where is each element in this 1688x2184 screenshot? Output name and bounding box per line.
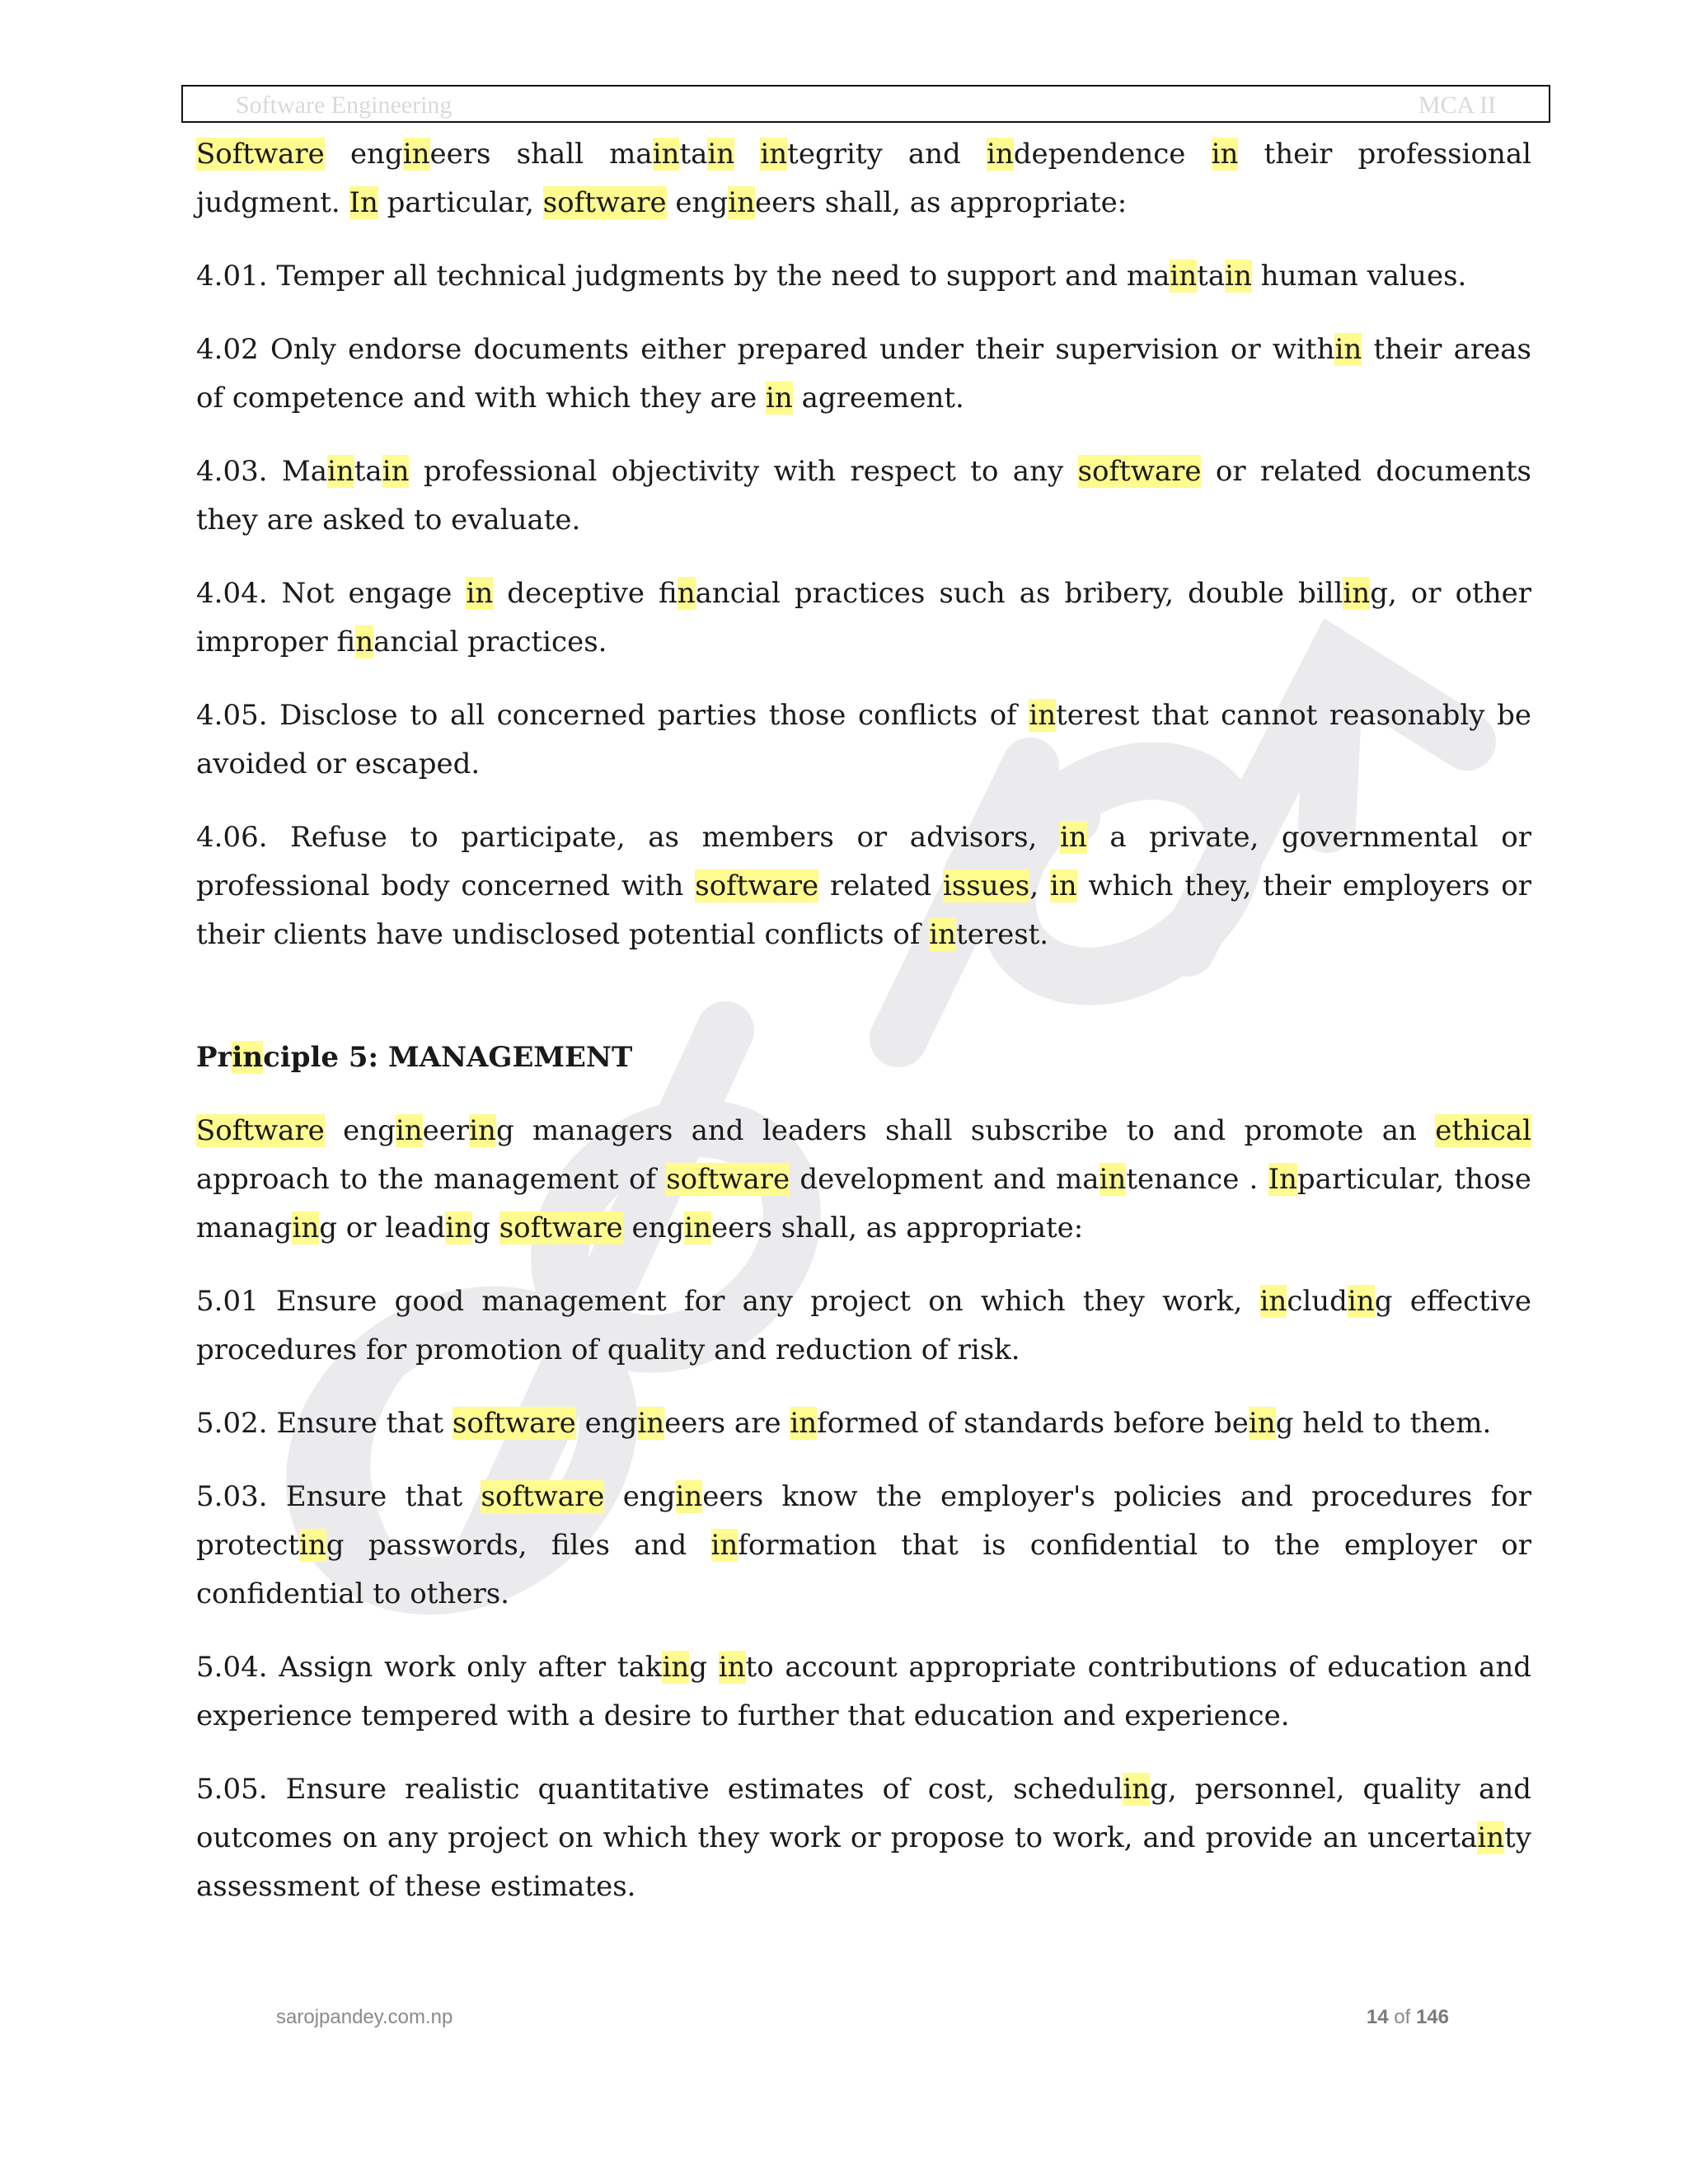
- highlighted-text: software: [452, 1407, 576, 1440]
- text-run: eng: [604, 1480, 676, 1513]
- clause-4-04: [196, 569, 1531, 667]
- page-current: 14: [1366, 2006, 1389, 2028]
- highlighted-text: in: [469, 1114, 496, 1147]
- highlighted-text: in: [710, 1529, 738, 1562]
- highlighted-text: software: [542, 186, 667, 219]
- text-run: g or lead: [319, 1212, 446, 1244]
- highlighted-text: in: [232, 1041, 264, 1074]
- footer-site: sarojpandey.com.np: [276, 2006, 453, 2028]
- highlighted-text: in: [1225, 260, 1252, 293]
- text-run: a private, governmental or professional body concerned with: [196, 821, 1532, 902]
- text-run: 5.02. Ensure that: [196, 1407, 452, 1440]
- text-run: deceptive f: [493, 577, 678, 610]
- text-run: [734, 138, 760, 171]
- highlighted-text: in: [728, 186, 755, 219]
- text-run: formation that is confidential to the employer or confidential to others.: [196, 1529, 1531, 1610]
- text-run: g: [472, 1212, 499, 1244]
- text-run: 4.01. Temper all technical judgments by the need to support and ma: [196, 260, 1170, 293]
- text-run: 5.03. Ensure that: [196, 1480, 481, 1513]
- highlighted-text: in: [1123, 1773, 1151, 1806]
- text-run: eer: [422, 1114, 470, 1147]
- text-run: eng: [324, 1114, 396, 1147]
- text-run: 5.01 Ensure good management for any project on which they work,: [196, 1285, 1260, 1318]
- clause-4-02: [196, 326, 1531, 423]
- principle-5-heading: [196, 1033, 1531, 1082]
- highlighted-text: in: [355, 626, 374, 658]
- highlighted-text: in: [1099, 1163, 1127, 1196]
- text-run: g effective procedures for promotion of quality and reduction of risk.: [196, 1285, 1531, 1366]
- page-total: 146: [1415, 2006, 1449, 2028]
- text-run: eers know the employer's policies and procedures for protect: [196, 1480, 1531, 1562]
- text-run: to account appropriate contributions of education and experience tempered with a desire to further that education and experience.: [196, 1651, 1531, 1732]
- highlighted-text: in: [1059, 821, 1087, 854]
- running-header: [181, 85, 1550, 123]
- text-run: eng: [622, 1212, 685, 1244]
- text-run: tegrity and: [787, 138, 987, 171]
- page-number: [1367, 2006, 1449, 2029]
- highlighted-text: in: [1334, 333, 1362, 366]
- text-run: 4.05. Disclose to all concerned parties those conflicts of: [196, 699, 1029, 732]
- clause-4-01: [196, 252, 1531, 301]
- highlighted-text: in: [684, 1212, 712, 1244]
- highlighted-text: issues: [942, 869, 1030, 902]
- text-run: development and ma: [790, 1163, 1100, 1196]
- clause-4-05: [196, 691, 1531, 789]
- highlighted-text: In: [349, 186, 378, 219]
- text-run: eers shall, as appropriate:: [755, 186, 1128, 219]
- highlighted-text: in: [466, 577, 494, 610]
- clause-5-05: [196, 1765, 1531, 1911]
- highlighted-text: ethical: [1435, 1114, 1532, 1147]
- page-body: [196, 130, 1531, 1936]
- text-run: ,: [1029, 869, 1050, 902]
- highlighted-text: in: [382, 455, 410, 488]
- text-run: their professional judgment.: [196, 138, 1531, 219]
- clause-4-03: [196, 448, 1531, 545]
- highlighted-text: in: [790, 1407, 818, 1440]
- text-run: 4.04. Not engage: [196, 577, 467, 610]
- text-run: g, or other improper f: [196, 577, 1531, 658]
- text-run: ancial practices.: [373, 626, 607, 658]
- highlighted-text: in: [1049, 869, 1077, 902]
- text-run: eng: [324, 138, 403, 171]
- text-run: approach to the management of: [196, 1163, 667, 1196]
- text-run: formed of standards before be: [817, 1407, 1249, 1440]
- highlighted-text: in: [662, 1651, 690, 1684]
- highlighted-text: in: [987, 138, 1014, 171]
- text-run: g: [689, 1651, 719, 1684]
- text-run: ciple 5: MANAGEMENT: [263, 1041, 633, 1074]
- highlighted-text: in: [929, 918, 957, 951]
- text-run: 4.06. Refuse to participate, as members or advisors,: [196, 821, 1060, 854]
- principle-5-clauses: [196, 1107, 1531, 1911]
- highlighted-text: in: [707, 138, 735, 171]
- clause-5-02: [196, 1399, 1531, 1448]
- text-run: dependence: [1013, 138, 1212, 171]
- text-run: particular, those manag: [196, 1163, 1531, 1244]
- highlighted-text: in: [1347, 1285, 1375, 1318]
- text-run: eers are: [664, 1407, 790, 1440]
- text-run: eers shall, as appropriate:: [711, 1212, 1084, 1244]
- text-run: ty assessment of these estimates.: [196, 1821, 1531, 1903]
- highlighted-text: in: [718, 1651, 746, 1684]
- highlighted-text: in: [326, 455, 354, 488]
- text-run: clud: [1287, 1285, 1348, 1318]
- header-title: Software Engineering: [236, 91, 452, 119]
- highlighted-text: in: [402, 138, 430, 171]
- principle-4-clauses: [196, 130, 1531, 959]
- text-run: ta: [1197, 260, 1226, 293]
- highlighted-text: in: [1211, 138, 1239, 171]
- text-run: related: [818, 869, 943, 902]
- text-run: 4.02 Only endorse documents either prepared under their supervision or with: [196, 333, 1335, 366]
- header-course: MCA II: [1418, 91, 1496, 119]
- page-of: of: [1394, 2006, 1411, 2028]
- clause-intro-4: [196, 130, 1531, 227]
- text-run: terest.: [956, 918, 1049, 951]
- highlighted-text: software: [481, 1480, 605, 1513]
- clause-intro-5: [196, 1107, 1531, 1253]
- text-run: terest that cannot reasonably be avoided or escaped.: [196, 699, 1531, 780]
- text-run: 4.03. Ma: [196, 455, 327, 488]
- text-run: ancial practices such as bribery, double bill: [695, 577, 1343, 610]
- clause-5-04: [196, 1643, 1531, 1741]
- text-run: 5.04. Assign work only after tak: [196, 1651, 663, 1684]
- clause-4-06: [196, 813, 1531, 959]
- highlighted-text: in: [395, 1114, 423, 1147]
- text-run: professional objectivity with respect to any: [409, 455, 1078, 488]
- text-run: g managers and leaders shall subscribe to and promote an: [495, 1114, 1436, 1147]
- highlighted-text: Software: [196, 138, 325, 171]
- text-run: 5.05. Ensure realistic quantitative estimates of cost, schedul: [196, 1773, 1123, 1806]
- highlighted-text: in: [445, 1212, 473, 1244]
- highlighted-text: in: [1170, 260, 1198, 293]
- clause-5-01: [196, 1277, 1531, 1375]
- text-run: ta: [354, 455, 382, 488]
- text-run: Pr: [196, 1041, 232, 1074]
- text-run: agreement.: [792, 382, 964, 415]
- text-run: or related documents they are asked to evaluate.: [196, 455, 1531, 537]
- text-run: their areas of competence and with which they are: [196, 333, 1531, 415]
- text-run: which they, their employers or their clients have undisclosed potential conflicts of: [196, 869, 1531, 951]
- highlighted-text: in: [652, 138, 680, 171]
- highlighted-text: software: [499, 1212, 623, 1244]
- text-run: eers shall ma: [429, 138, 653, 171]
- highlighted-text: in: [677, 577, 696, 610]
- highlighted-text: In: [1268, 1163, 1297, 1196]
- highlighted-text: in: [760, 138, 788, 171]
- highlighted-text: in: [298, 1529, 326, 1562]
- principle-5-section: [196, 1033, 1531, 1911]
- clause-5-03: [196, 1473, 1531, 1619]
- text-run: particular,: [377, 186, 543, 219]
- highlighted-text: software: [695, 869, 819, 902]
- highlighted-text: in: [292, 1212, 320, 1244]
- highlighted-text: software: [1077, 455, 1202, 488]
- highlighted-text: software: [666, 1163, 790, 1196]
- highlighted-text: in: [1248, 1407, 1276, 1440]
- highlighted-text: in: [637, 1407, 665, 1440]
- text-run: human values.: [1251, 260, 1467, 293]
- highlighted-text: in: [675, 1480, 703, 1513]
- highlighted-text: in: [1029, 699, 1057, 732]
- highlighted-text: in: [1343, 577, 1371, 610]
- text-run: tenance .: [1126, 1163, 1268, 1196]
- highlighted-text: in: [1477, 1821, 1505, 1854]
- text-run: g held to them.: [1275, 1407, 1492, 1440]
- text-run: ta: [679, 138, 708, 171]
- highlighted-text: in: [1259, 1285, 1287, 1318]
- highlighted-text: in: [766, 382, 793, 415]
- text-run: eng: [666, 186, 729, 219]
- highlighted-text: Software: [196, 1114, 325, 1147]
- text-run: g, personnel, quality and outcomes on any project on which they work or propose to work, and provide an uncerta: [196, 1773, 1531, 1854]
- text-run: g passwords, files and: [326, 1529, 711, 1562]
- text-run: eng: [575, 1407, 638, 1440]
